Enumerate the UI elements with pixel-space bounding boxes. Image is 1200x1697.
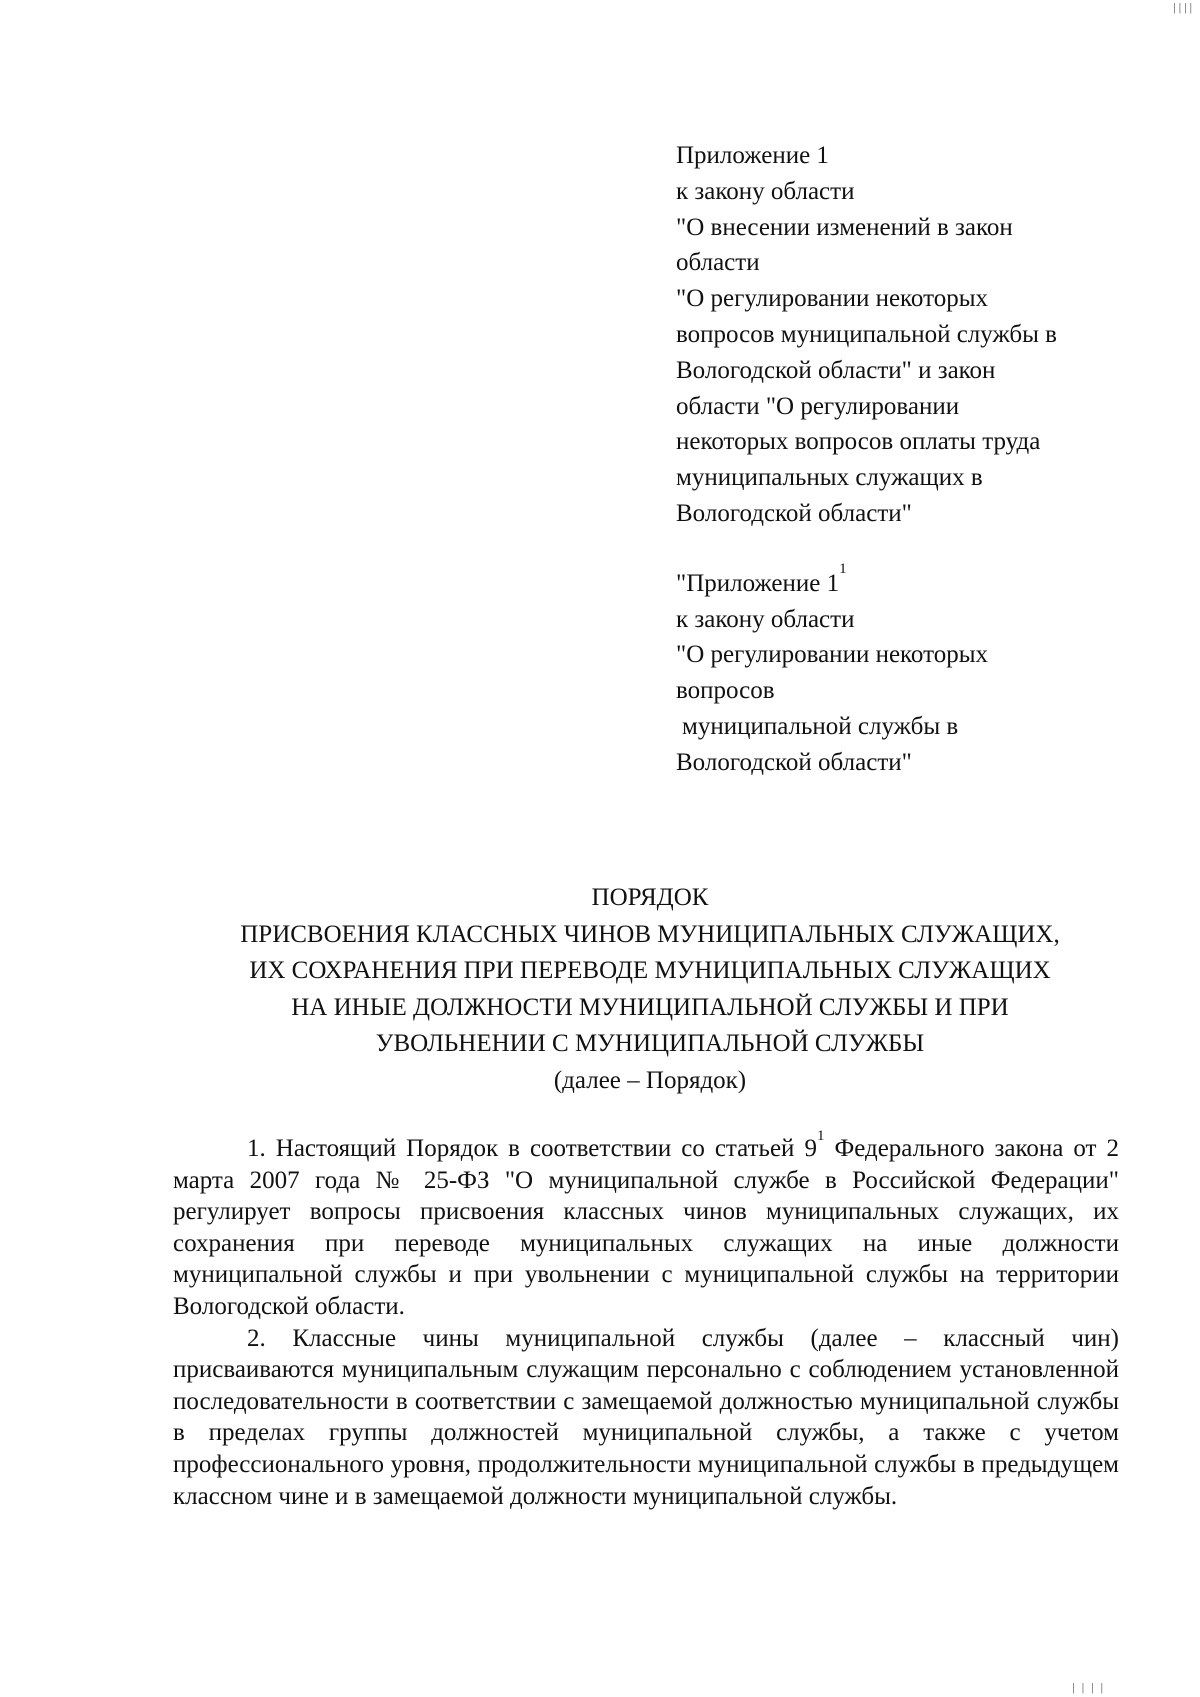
appendix-line: Вологодской области" и закон xyxy=(676,356,996,384)
appendix-line-text: "Приложение 1 xyxy=(676,569,840,597)
title-line: ИХ СОХРАНЕНИЯ ПРИ ПЕРЕВОДЕ МУНИЦИПАЛЬНЫХ СЛУЖАЩИХ xyxy=(249,957,1051,984)
appendix-line: области xyxy=(676,249,760,277)
title-subtitle: (далее – Порядок) xyxy=(553,1066,747,1094)
title-line: ПРИСВОЕНИЯ КЛАССНЫХ ЧИНОВ МУНИЦИПАЛЬНЫХ СЛУЖАЩИХ, xyxy=(240,920,1060,948)
appendix-line: к закону области xyxy=(676,177,855,205)
paragraph-2: 2. Классные чины муниципальной службы (далее – классный чин) присваиваются муниципальным служащим персонально с соблюдением установленной последовательности в соответствии с замещаемой должностью муниципальной службы в пределах группы должностей муниципальной службы, а также с учетом профессионального уровня, продолжительности муниципальной службы в предыдущем классном чине и в замещаемой должности муниципальной службы. xyxy=(173,1324,1119,1510)
appendix-line: некоторых вопросов оплаты труда xyxy=(676,428,1041,456)
superscript: 1 xyxy=(816,1128,825,1144)
title-line: УВОЛЬНЕНИИ С МУНИЦИПАЛЬНОЙ СЛУЖБЫ xyxy=(375,1030,925,1057)
appendix-line: Вологодской области" xyxy=(676,499,912,527)
superscript: 1 xyxy=(839,560,847,577)
document-title xyxy=(60,880,1200,1099)
appendix-line: вопросов xyxy=(676,677,775,705)
appendix-header xyxy=(676,138,1146,781)
paragraph-text: Федерального закона от 2 марта 2007 года № 25-ФЗ "О муниципальной службе в Российской Федерации" регулирует вопросы присвоения классных чинов муниципальных служащих, их сохранения при переводе муниципальных служащих на иные должности муниципальной службы и при увольнении с муниципальной службы на территории Вологодской области. xyxy=(173,1135,1119,1320)
title-line: НА ИНЫЕ ДОЛЖНОСТИ МУНИЦИПАЛЬНОЙ СЛУЖБЫ И ПРИ xyxy=(291,993,1009,1021)
title-line: ПОРЯДОК xyxy=(591,884,709,911)
appendix-block-2 xyxy=(676,560,1146,781)
appendix-line: муниципальных служащих в xyxy=(676,464,983,492)
appendix-line: "О внесении изменений в закон xyxy=(676,213,1013,241)
paragraph-text: 1. Настоящий Порядок в соответствии со статьей 9 xyxy=(247,1135,817,1162)
appendix-line: "О регулировании некоторых xyxy=(676,641,988,669)
appendix-line: к закону области xyxy=(676,605,855,633)
appendix-line: Приложение 1 xyxy=(676,142,829,169)
appendix-line: муниципальной службы в xyxy=(682,712,959,740)
appendix-line: Вологодской области" xyxy=(676,748,912,776)
appendix-line: области "О регулировании xyxy=(676,392,960,420)
scan-artifact-top: | | | | xyxy=(1173,0,1192,14)
appendix-block-1 xyxy=(676,138,1146,532)
document-body xyxy=(173,1128,1119,1512)
appendix-line: "О регулировании некоторых xyxy=(676,285,988,313)
scan-artifact-bottom: | | | | xyxy=(1072,1680,1105,1694)
appendix-line: вопросов муниципальной службы в xyxy=(676,320,1057,348)
paragraph-1 xyxy=(173,1128,1119,1323)
appendix-line-with-superscript xyxy=(676,560,1146,602)
